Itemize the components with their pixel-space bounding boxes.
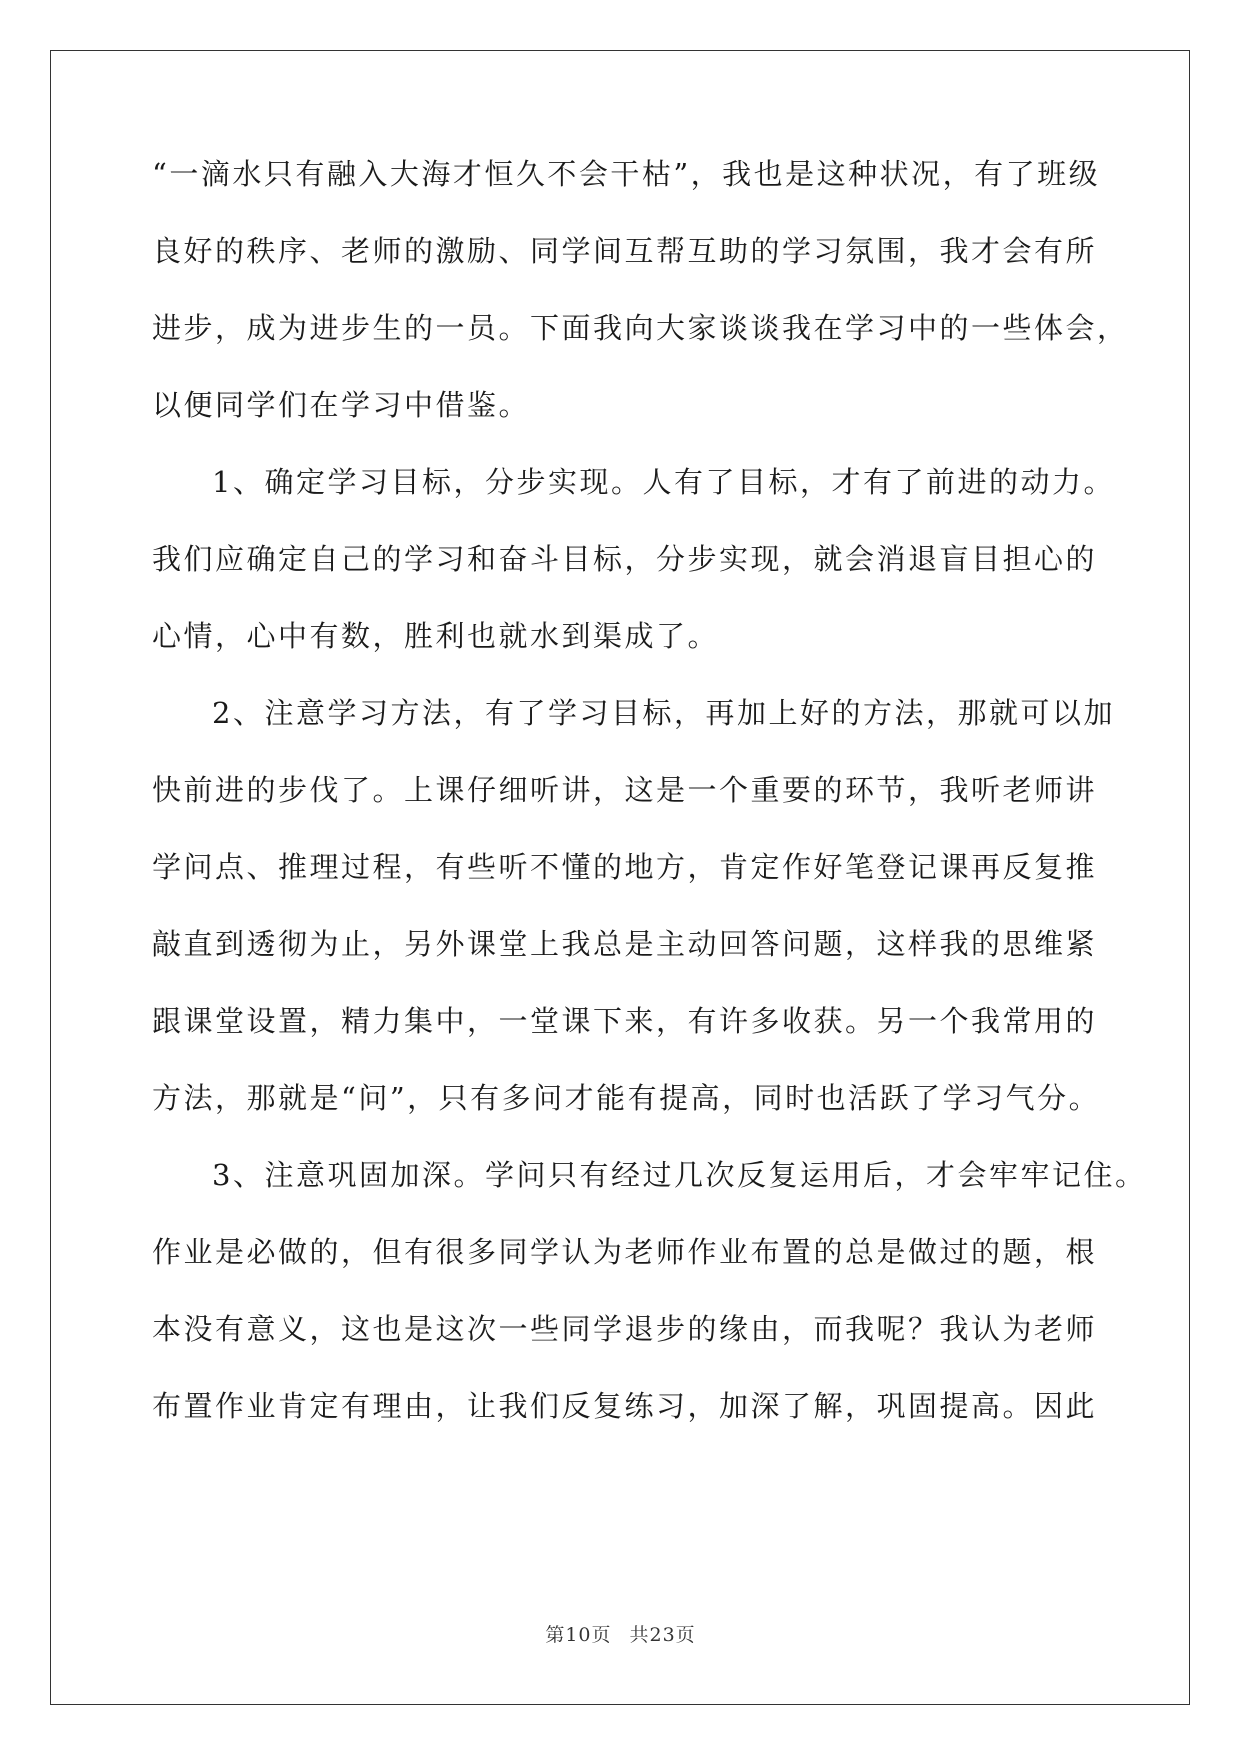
text-line: 心情，心中有数，胜利也就水到渠成了。 (152, 619, 720, 653)
paragraph-2-heading-line: 2、注意学习方法，有了学习目标，再加上好的方法，那就可以加 (212, 696, 1115, 730)
text-line: 良好的秩序、老师的激励、同学间互帮互助的学习氛围，我才会有所 (152, 234, 1098, 268)
text-line: 学问点、推理过程，有些听不懂的地方，肯定作好笔登记课再反复推 (152, 850, 1098, 884)
text-line: 进步，成为进步生的一员。下面我向大家谈谈我在学习中的一些体会， (152, 311, 1129, 345)
page-footer (0, 1620, 1241, 1647)
page-number-current: 第10页 (545, 1624, 612, 1646)
text-line: 跟课堂设置，精力集中，一堂课下来，有许多收获。另一个我常用的 (152, 1004, 1098, 1038)
text-line: 布置作业肯定有理由，让我们反复练习，加深了解，巩固提高。因此 (152, 1389, 1098, 1423)
text-line: 快前进的步伐了。上课仔细听讲，这是一个重要的环节，我听老师讲 (152, 773, 1098, 807)
page-number-total: 共23页 (629, 1624, 696, 1646)
text-line: 作业是必做的，但有很多同学认为老师作业布置的总是做过的题，根 (152, 1235, 1098, 1269)
text-line: 我们应确定自己的学习和奋斗目标，分步实现，就会消退盲目担心的 (152, 542, 1098, 576)
text-line: “一滴水只有融入大海才恒久不会干枯”，我也是这种状况，有了班级 (152, 157, 1101, 191)
paragraph-3-heading-line: 3、注意巩固加深。学问只有经过几次反复运用后，才会牢牢记住。 (212, 1158, 1147, 1192)
text-line: 本没有意义，这也是这次一些同学退步的缘由，而我呢？我认为老师 (152, 1312, 1098, 1346)
text-line: 以便同学们在学习中借鉴。 (152, 388, 531, 422)
document-body (152, 157, 1147, 1469)
text-line: 敲直到透彻为止，另外课堂上我总是主动回答问题，这样我的思维紧 (152, 927, 1098, 961)
paragraph-1-heading-line: 1、确定学习目标，分步实现。人有了目标，才有了前进的动力。 (212, 465, 1115, 499)
text-line: 方法，那就是“问”，只有多问才能有提高，同时也活跃了学习气分。 (152, 1081, 1101, 1115)
